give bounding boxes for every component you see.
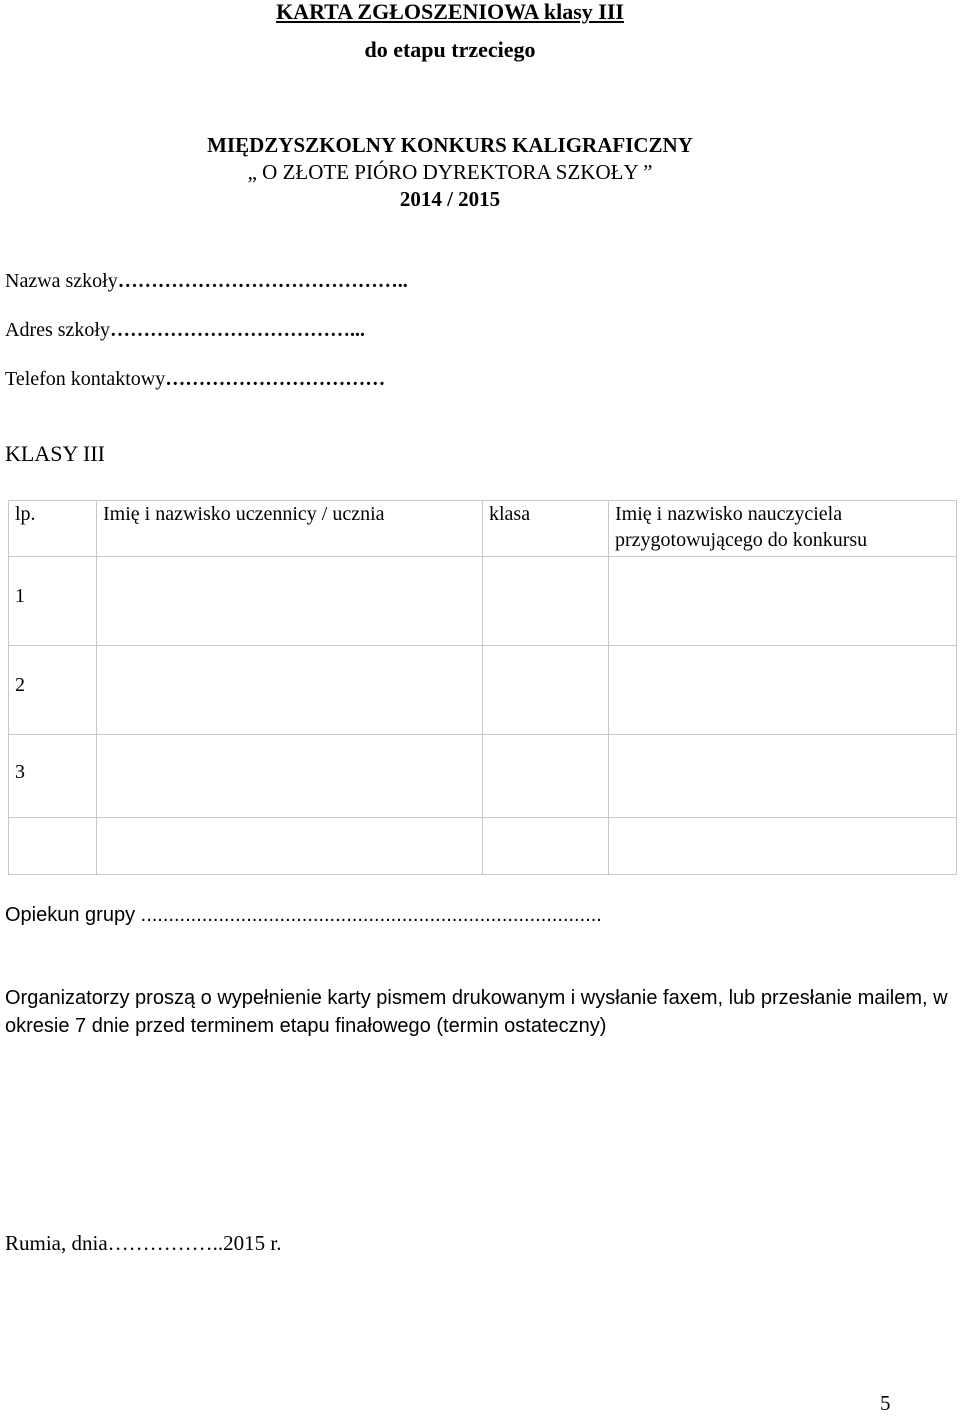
page-number: 5 [880, 1391, 891, 1415]
date-line: Rumia, dnia……………..2015 r. [5, 1231, 282, 1255]
table-row [9, 557, 957, 646]
teacher-cell[interactable] [609, 646, 957, 735]
teacher-cell[interactable] [609, 557, 957, 646]
student-name-cell[interactable] [97, 646, 483, 735]
header-class: klasa [483, 501, 609, 557]
school-address-dots: ………………………………... [109, 319, 365, 341]
class-cell[interactable] [483, 818, 609, 875]
student-name-cell[interactable] [97, 557, 483, 646]
row-number [9, 818, 97, 875]
form-title: KARTA ZGŁOSZENIOWA klasy III [276, 0, 624, 24]
form-subtitle: do etapu trzeciego [364, 37, 536, 62]
row-number: 2 [9, 646, 97, 735]
table-header-row [9, 501, 957, 557]
participants-table [8, 500, 957, 875]
phone-field[interactable] [5, 367, 385, 391]
student-name-cell[interactable] [97, 735, 483, 818]
contest-name: MIĘDZYSZKOLNY KONKURS KALIGRAFICZNY [207, 133, 693, 157]
school-name-dots: …………………………………….. [117, 270, 408, 292]
school-year: 2014 / 2015 [399, 187, 501, 211]
table-row [9, 646, 957, 735]
organizers-note: Organizatorzy proszą o wypełnienie karty pismem drukowanym i wysłanie faxem, lub przesłanie mailem, w okresie 7 dnie przed terminem etapu finałowego (termin ostateczny) [5, 987, 948, 1037]
table-row [9, 735, 957, 818]
phone-dots: …………………………… [165, 368, 386, 390]
table-row [9, 818, 957, 875]
class-cell[interactable] [483, 646, 609, 735]
header-student-name: Imię i nazwisko uczennicy / ucznia [97, 501, 483, 557]
school-name-field[interactable] [5, 269, 408, 293]
row-number: 3 [9, 735, 97, 818]
section-heading: KLASY III [5, 441, 105, 466]
teacher-cell[interactable] [609, 818, 957, 875]
row-number: 1 [9, 557, 97, 646]
class-cell[interactable] [483, 735, 609, 818]
group-supervisor-field[interactable]: Opiekun grupy ................................................................................... [5, 904, 602, 926]
school-address-field[interactable] [5, 318, 365, 342]
teacher-cell[interactable] [609, 735, 957, 818]
contest-award: „ O ZŁOTE PIÓRO DYREKTORA SZKOŁY ” [247, 160, 653, 184]
header-teacher: Imię i nazwisko nauczyciela przygotowującego do konkursu [609, 501, 957, 557]
header-lp: lp. [9, 501, 97, 557]
phone-label: Telefon kontaktowy [5, 368, 166, 390]
class-cell[interactable] [483, 557, 609, 646]
school-address-label: Adres szkoły [5, 319, 110, 341]
school-name-label: Nazwa szkoły [5, 270, 118, 292]
student-name-cell[interactable] [97, 818, 483, 875]
